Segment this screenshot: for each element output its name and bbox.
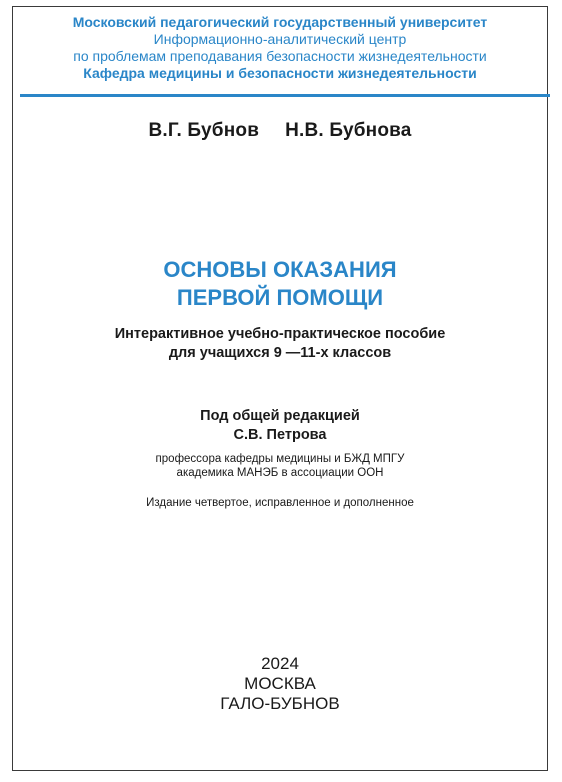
publication-year: 2024 xyxy=(261,654,299,673)
author-2: Н.В. Бубнова xyxy=(285,120,412,141)
book-title-line-1: ОСНОВЫ ОКАЗАНИЯ xyxy=(163,257,397,282)
subtitle-line-1: Интерактивное учебно-практическое пособие xyxy=(114,326,446,342)
institution-header xyxy=(12,14,548,82)
editor-credentials xyxy=(12,452,548,480)
center-focus: по проблемам преподавания безопасности жизнедеятельности xyxy=(73,48,487,64)
book-title-line-2: ПЕРВОЙ ПОМОЩИ xyxy=(176,285,384,310)
author-1: В.Г. Бубнов xyxy=(148,120,260,141)
edition-note: Издание четвертое, исправленное и дополненное xyxy=(146,497,414,509)
editor-credential-1: профессора кафедры медицины и БЖД МПГУ xyxy=(155,453,405,465)
imprint xyxy=(12,654,548,714)
publisher-name: ГАЛО-БУБНОВ xyxy=(220,694,340,713)
header-divider xyxy=(20,94,550,97)
subtitle-line-2: для учащихся 9 —11-х классов xyxy=(168,345,392,361)
publication-city: МОСКВА xyxy=(244,674,316,693)
editor-name: С.В. Петрова xyxy=(233,427,327,443)
university-name: Московский педагогический государственный университет xyxy=(72,14,488,30)
book-subtitle xyxy=(12,325,548,363)
center-name: Информационно-аналитический центр xyxy=(153,31,407,47)
department-name: Кафедра медицины и безопасности жизнедеятельности xyxy=(83,65,477,81)
editor-block xyxy=(12,407,548,445)
editor-credential-2: академика МАНЭБ в ассоциации ООН xyxy=(176,467,384,479)
authors xyxy=(12,120,548,142)
editor-label: Под общей редакцией xyxy=(200,408,360,424)
book-title xyxy=(12,256,548,312)
